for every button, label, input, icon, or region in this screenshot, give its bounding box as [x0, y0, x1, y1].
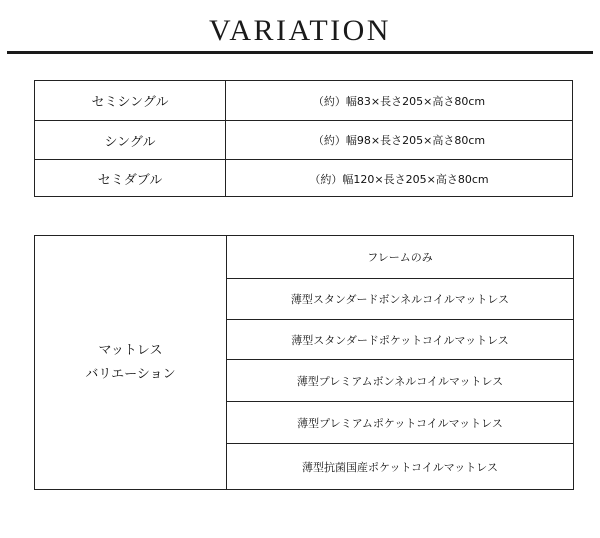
size-row — [35, 159, 572, 197]
page-title: VARIATION — [209, 14, 391, 47]
title-divider — [7, 51, 593, 54]
size-name-cell: セミシングル — [35, 81, 226, 120]
size-row — [35, 120, 572, 159]
mattress-option: 薄型抗菌国産ポケットコイルマットレス — [227, 443, 573, 489]
mattress-option: フレームのみ — [367, 251, 433, 264]
size-dimensions-cell: （約）幅98×長さ205×高さ80cm — [312, 134, 486, 147]
mattress-variation-table — [34, 235, 574, 490]
size-name-cell: セミダブル — [35, 160, 226, 197]
size-dimensions-cell: （約）幅120×長さ205×高さ80cm — [309, 172, 489, 186]
size-dimensions-cell: （約）幅83×長さ205×高さ80cm — [312, 94, 486, 108]
variation-label-line: バリエーション — [85, 366, 176, 382]
mattress-option: 薄型プレミアムポケットコイルマットレス — [227, 401, 573, 443]
mattress-label-line: マットレス — [98, 342, 163, 358]
size-name-cell: シングル — [35, 121, 226, 159]
size-table — [34, 80, 573, 197]
mattress-options — [227, 236, 573, 489]
size-row — [35, 81, 572, 120]
mattress-option: 薄型スタンダードボンネルコイルマットレス — [227, 278, 573, 319]
mattress-variation-label — [35, 236, 227, 489]
mattress-option: 薄型スタンダードポケットコイルマットレス — [227, 319, 573, 359]
mattress-option: 薄型プレミアムボンネルコイルマットレス — [227, 359, 573, 401]
